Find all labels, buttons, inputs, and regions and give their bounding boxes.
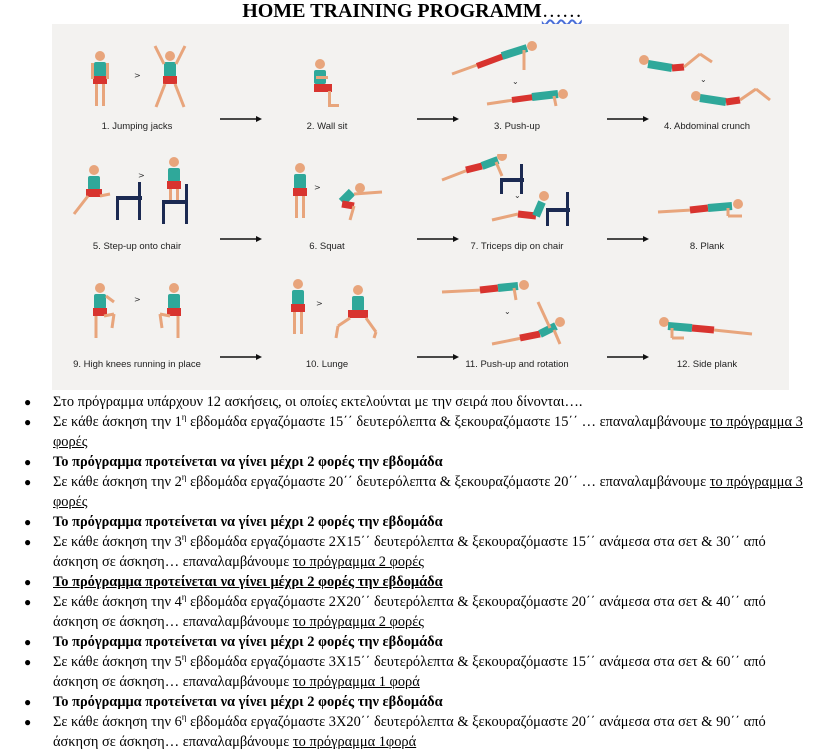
- exercise-8: [622, 154, 792, 272]
- exercise-label: 10. Lunge: [305, 359, 349, 370]
- exercise-11: [432, 272, 602, 390]
- exercise-3: [432, 34, 602, 152]
- list-item: ● Το πρόγραμμα προτείνεται να γίνει μέχρι 2 φορές την εβδομάδα: [24, 454, 443, 470]
- exercise-label: 4. Abdominal crunch: [663, 121, 751, 132]
- list-item: ● Σε κάθε άσκηση την $5^\eta$ εβδομάδα εργαζόμαστε 3Χ15΄΄ δευτερόλεπτα & ξεκουραζόμαστε 15΄΄ ανάμεσα στα σετ & 60΄΄ από άσκηση σε άσκηση… επαναλαμβάνουμε το πρόγραμμα 1 φορά: [24, 652, 766, 690]
- crunch-up: [639, 54, 712, 68]
- exercise-label: 9. High knees running in place: [73, 359, 201, 370]
- exercise-label: 6. Squat: [309, 241, 345, 252]
- exercise-label: 8. Plank: [689, 241, 725, 252]
- list-item: ● Σε κάθε άσκηση την $3^\eta$ εβδομάδα εργαζόμαστε 2Χ15΄΄ δευτερόλεπτα & ξεκουραζόμαστε 15΄΄ ανάμεσα στα σετ & 30΄΄ από άσκηση σε άσκηση… επαναλαμβάνουμε το πρόγραμμα 2 φορές: [24, 532, 766, 570]
- exercise-label: 7. Triceps dip on chair: [470, 241, 564, 252]
- push-up-high: [452, 41, 537, 74]
- exercise-1: [52, 34, 222, 152]
- exercise-12: [622, 272, 792, 390]
- list-item: ● Σε κάθε άσκηση την $4^\eta$ εβδομάδα εργαζόμαστε 2Χ20΄΄ δευτερόλεπτα & ξεκουραζόμαστε 20΄΄ ανάμεσα στα σετ & 40΄΄ από άσκηση σε άσκηση… επαναλαμβάνουμε το πρόγραμμα 2 φορές: [24, 592, 766, 630]
- exercise-label: 1. Jumping jacks: [101, 121, 173, 132]
- plank-figure: [622, 154, 792, 242]
- title-main: HOME TRAINING PROGRAMM: [242, 0, 542, 22]
- svg-text:⌄: ⌄: [700, 75, 707, 84]
- list-item: ● Σε κάθε άσκηση την $1^\eta$ εβδομάδα εργαζόμαστε 15΄΄ δευτερόλεπτα & ξεκουραζόμαστε 15΄΄ … επαναλαμβάνουμε το πρόγραμμα 3 φορές: [24, 412, 803, 450]
- push-up-figure: [432, 34, 602, 122]
- triceps-dip-figure: [432, 154, 602, 242]
- svg-text:>: >: [134, 295, 141, 304]
- squat-figure: [242, 154, 412, 242]
- page-title: [0, 0, 824, 22]
- exercise-6: [242, 154, 412, 272]
- step-up-figure: [52, 154, 222, 242]
- exercise-10: [242, 272, 412, 390]
- svg-text:⌄: ⌄: [514, 191, 521, 200]
- svg-text:⌄: ⌄: [504, 307, 511, 316]
- jumping-jacks-figure: [52, 34, 222, 122]
- person-jumping: [155, 46, 185, 107]
- exercise-label: 12. Side plank: [676, 359, 738, 370]
- title-dots: ……: [541, 0, 582, 22]
- push-up-rotation-figure: [432, 272, 602, 360]
- exercise-5: [52, 154, 222, 272]
- exercise-label: 2. Wall sit: [306, 121, 348, 132]
- abdominal-crunch-figure: [622, 34, 792, 122]
- list-item: ● Σε κάθε άσκηση την $2^\eta$ εβδομάδα εργαζόμαστε 20΄΄ δευτερόλεπτα & ξεκουραζόμαστε 20΄΄ … επαναλαμβάνουμε το πρόγραμμα 3 φορές: [24, 472, 803, 510]
- svg-text:⌄: ⌄: [512, 77, 519, 86]
- exercise-2: [242, 34, 412, 152]
- exercise-4: [622, 34, 792, 152]
- wall-sit-figure: [242, 34, 412, 122]
- svg-text:>: >: [134, 71, 141, 80]
- list-item: ● Το πρόγραμμα προτείνεται να γίνει μέχρι 2 φορές την εβδομάδα: [24, 634, 443, 650]
- exercise-label: 5. Step-up onto chair: [92, 241, 182, 252]
- svg-text:>: >: [316, 299, 323, 308]
- exercise-illustration: [52, 24, 789, 390]
- exercise-9: [52, 272, 222, 390]
- exercise-7: [432, 154, 602, 272]
- lunge-figure: [242, 272, 412, 360]
- person-standing: [91, 51, 109, 106]
- svg-text:>: >: [314, 183, 321, 192]
- exercise-label: 11. Push-up and rotation: [465, 359, 569, 370]
- push-up-low: [487, 89, 568, 106]
- instructions-list: [0, 392, 824, 752]
- list-item: ● Το πρόγραμμα προτείνεται να γίνει μέχρι 2 φορές την εβδομάδα: [24, 694, 443, 710]
- list-item: ● Το πρόγραμμα προτείνεται να γίνει μέχρι 2 φορές την εβδομάδα: [24, 514, 443, 530]
- svg-text:>: >: [138, 171, 145, 180]
- exercise-label: 3. Push-up: [494, 121, 540, 132]
- list-item: ● Το πρόγραμμα προτείνεται να γίνει μέχρι 2 φορές την εβδομάδα: [24, 574, 443, 590]
- high-knees-figure: [52, 272, 222, 360]
- crunch-down: [691, 89, 770, 102]
- side-plank-figure: [622, 272, 792, 360]
- list-item: ● Στο πρόγραμμα υπάρχουν 12 ασκήσεις, οι οποίες εκτελούνται με την σειρά που δίνονται….: [24, 394, 583, 410]
- list-item: ● Σε κάθε άσκηση την $6^\eta$ εβδομάδα εργαζόμαστε 3Χ20΄΄ δευτερόλεπτα & ξεκουραζόμαστε 20΄΄ ανάμεσα στα σετ & 90΄΄ από άσκηση σε άσκηση… επαναλαμβάνουμε το πρόγραμμα 1φορά: [24, 712, 766, 750]
